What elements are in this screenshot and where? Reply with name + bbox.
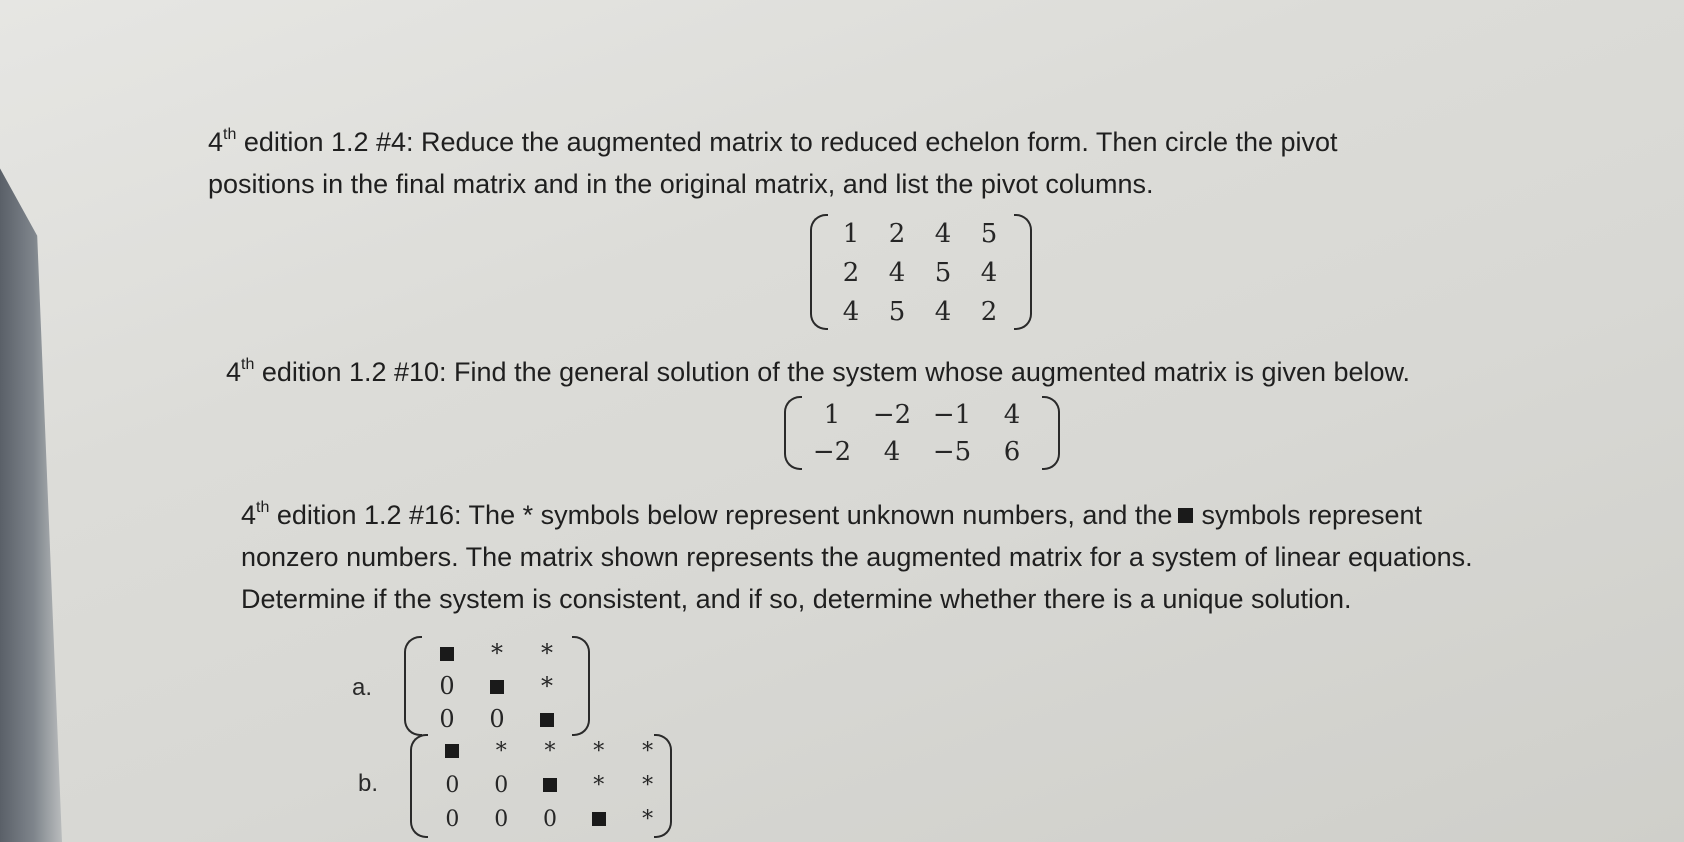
matrix-entry: 4 (980, 257, 998, 288)
matrix-row (428, 734, 672, 768)
left-parenthesis (784, 396, 802, 470)
nonzero-square-icon (490, 680, 504, 694)
matrix-entry: 4 (934, 296, 952, 327)
matrix-entry: 0 (439, 704, 455, 733)
matrix-entry: 4 (1003, 399, 1021, 430)
matrix-row (428, 768, 672, 802)
matrix-entry: −2 (872, 399, 912, 430)
matrix-entry: 5 (980, 218, 998, 249)
matrix-entry: 4 (842, 296, 860, 327)
problem-2-line-1 (226, 351, 1410, 393)
matrix-entry (526, 768, 575, 802)
matrix-entry: −1 (932, 399, 972, 430)
problem-1-text (208, 121, 1338, 205)
matrix-entry: * (541, 638, 553, 667)
edition-superscript: th (241, 356, 255, 373)
nonzero-square-icon (543, 778, 557, 792)
part-b-matrix (410, 734, 672, 838)
nonzero-square-icon (1178, 508, 1193, 523)
edition-number: 4 (241, 500, 257, 530)
matrix-entry: −5 (932, 436, 972, 467)
matrix-entry: 1 (823, 399, 841, 430)
matrix-grid (828, 214, 1012, 331)
matrix-entry: * (642, 772, 654, 798)
matrix-entry: 0 (542, 806, 557, 832)
matrix-entry: 5 (934, 257, 952, 288)
matrix-entry: 4 (934, 218, 952, 249)
matrix-entry: * (544, 738, 556, 764)
matrix-row (428, 802, 672, 836)
edition-number: 4 (226, 357, 242, 387)
matrix-entry: 2 (842, 257, 860, 288)
matrix-entry: 6 (1003, 436, 1021, 467)
matrix-entry: −2 (812, 436, 852, 467)
matrix-entry: 4 (888, 257, 906, 288)
matrix-grid (802, 396, 1042, 470)
left-parenthesis (810, 214, 828, 330)
right-parenthesis (1014, 214, 1032, 330)
problem-1-matrix (810, 214, 1032, 330)
problem-2-text (226, 351, 1410, 393)
nonzero-square-icon (445, 744, 459, 758)
matrix-entry: 0 (445, 772, 460, 798)
matrix-entry (428, 734, 477, 768)
matrix-entry: 0 (445, 806, 460, 832)
matrix-entry: * (491, 638, 503, 667)
nonzero-square-icon (440, 647, 454, 661)
matrix-entry: 0 (494, 772, 509, 798)
nonzero-square-icon (592, 812, 606, 826)
matrix-entry: * (593, 738, 605, 764)
matrix-entry: 0 (439, 671, 455, 700)
edition-number: 4 (208, 127, 224, 157)
matrix-entry (422, 636, 472, 669)
right-parenthesis (1042, 396, 1060, 470)
problem-1-line-1-text: edition 1.2 #4: Reduce the augmented matrix to reduced echelon form. Then circle the pivot (243, 127, 1338, 157)
matrix-entry: 0 (489, 704, 505, 733)
right-parenthesis (572, 636, 590, 736)
problem-1-line-2: positions in the final matrix and in the original matrix, and list the pivot columns. (208, 169, 1154, 199)
nonzero-square-icon (540, 713, 554, 727)
right-parenthesis (654, 734, 672, 838)
matrix-entry (574, 802, 623, 836)
matrix-entry: 2 (980, 296, 998, 327)
matrix-entry: 0 (494, 806, 509, 832)
matrix-entry: 2 (888, 218, 906, 249)
matrix-row (828, 214, 1012, 253)
matrix-grid (428, 734, 672, 836)
matrix-entry: 5 (888, 296, 906, 327)
matrix-entry: 1 (842, 218, 860, 249)
problem-3-line-3: Determine if the system is consistent, and if so, determine whether there is a unique solution. (241, 584, 1352, 614)
matrix-entry: * (541, 671, 553, 700)
problem-1-line-1 (208, 121, 1338, 163)
matrix-row (802, 396, 1042, 433)
matrix-entry (472, 669, 522, 702)
part-b-label: b. (358, 770, 379, 797)
matrix-entry: * (495, 738, 507, 764)
problem-2-matrix (784, 396, 1060, 470)
part-a-matrix (404, 636, 590, 736)
left-parenthesis (410, 734, 428, 838)
problem-3-line-2: nonzero numbers. The matrix shown represents the augmented matrix for a system of linear equations. (241, 542, 1473, 572)
edition-superscript: th (223, 126, 237, 143)
matrix-entry (522, 702, 572, 735)
matrix-entry: * (642, 806, 654, 832)
matrix-entry: 4 (883, 436, 901, 467)
edition-superscript: th (256, 499, 270, 516)
matrix-grid (422, 636, 572, 735)
left-parenthesis (404, 636, 422, 736)
matrix-entry: * (593, 772, 605, 798)
problem-3-line-1 (241, 494, 1473, 536)
problem-2-line-1-text: edition 1.2 #10: Find the general solution of the system whose augmented matrix is given below. (261, 357, 1411, 387)
problem-3-line-1b: symbols represent (1201, 500, 1423, 530)
problem-3-text (241, 494, 1473, 620)
matrix-row (828, 253, 1012, 292)
matrix-entry: * (642, 738, 654, 764)
matrix-row (802, 433, 1042, 470)
problem-3-line-1a: edition 1.2 #16: The * symbols below represent unknown numbers, and the (276, 500, 1173, 530)
matrix-row (828, 292, 1012, 331)
matrix-row (422, 636, 572, 669)
matrix-row (422, 702, 572, 735)
part-a-label: a. (352, 674, 373, 701)
matrix-row (422, 669, 572, 702)
